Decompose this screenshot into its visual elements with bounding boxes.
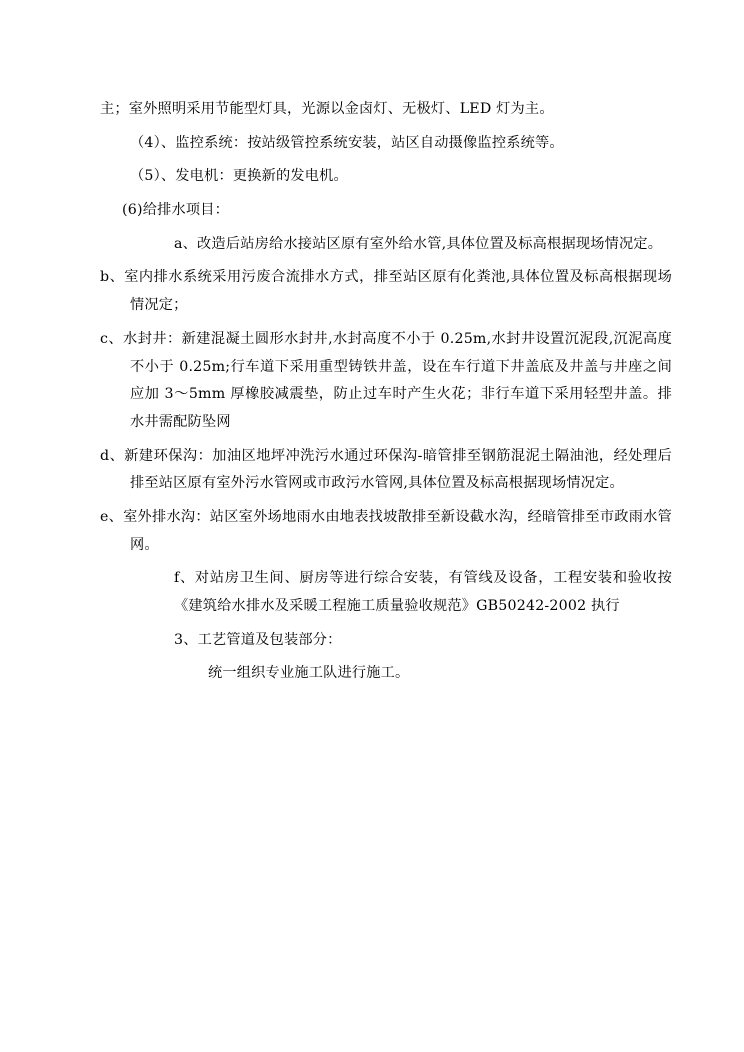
document-body (100, 96, 672, 688)
paragraph-item-b: b、室内排水系统采用污废合流排水方式，排至站区原有化粪池,具体位置及标高根据现场情况定； (100, 269, 672, 314)
paragraph-water-supply-heading: (6)给排水项目： (122, 202, 230, 219)
paragraph-item-e: e、室外排水沟：站区室外场地雨水由地表找坡散排至新设截水沟，经暗管排至市政雨水管网。 (100, 508, 672, 553)
paragraph-section-3: 3、工艺管道及包装部分： (174, 631, 342, 648)
paragraph-item-c: c、水封井：新建混凝土圆形水封井,水封高度不小于 0.25m,水封井设置沉泥段,沉泥高度不小于 0.25m;行车道下采用重型铸铁井盖，设在车行道下井盖底及井盖与井座之间应加 3～5mm 厚橡胶减震垫，防止过车时产生火花；非行车道下采用轻型井盖。排水井需配防坠网 (100, 330, 672, 430)
paragraph-monitoring-system: （4）、监控系统：按站级管控系统安装，站区自动摄像监控系统等。 (130, 134, 564, 151)
paragraph-item-d: d、新建环保沟：加油区地坪冲洗污水通过环保沟-暗管排至钢筋混泥土隔油池，经处理后排至站区原有室外污水管网或市政污水管网,具体位置及标高根据现场情况定。 (100, 447, 672, 492)
paragraph-construction-team: 统一组织专业施工队进行施工。 (208, 665, 410, 682)
paragraph-item-a: a、改造后站房给水接站区原有室外给水管,具体位置及标高根据现场情况定。 (174, 235, 663, 252)
paragraph-generator: （5）、发电机：更换新的发电机。 (130, 168, 348, 185)
paragraph-lighting: 主；室外照明采用节能型灯具，光源以金卤灯、无极灯、LED 灯为主。 (100, 101, 554, 117)
paragraph-item-f: f、对站房卫生间、厨房等进行综合安装，有管线及设备，工程安装和验收按《建筑给水排水及采暖工程施工质量验收规范》GB50242-2002 执行 (174, 570, 672, 614)
